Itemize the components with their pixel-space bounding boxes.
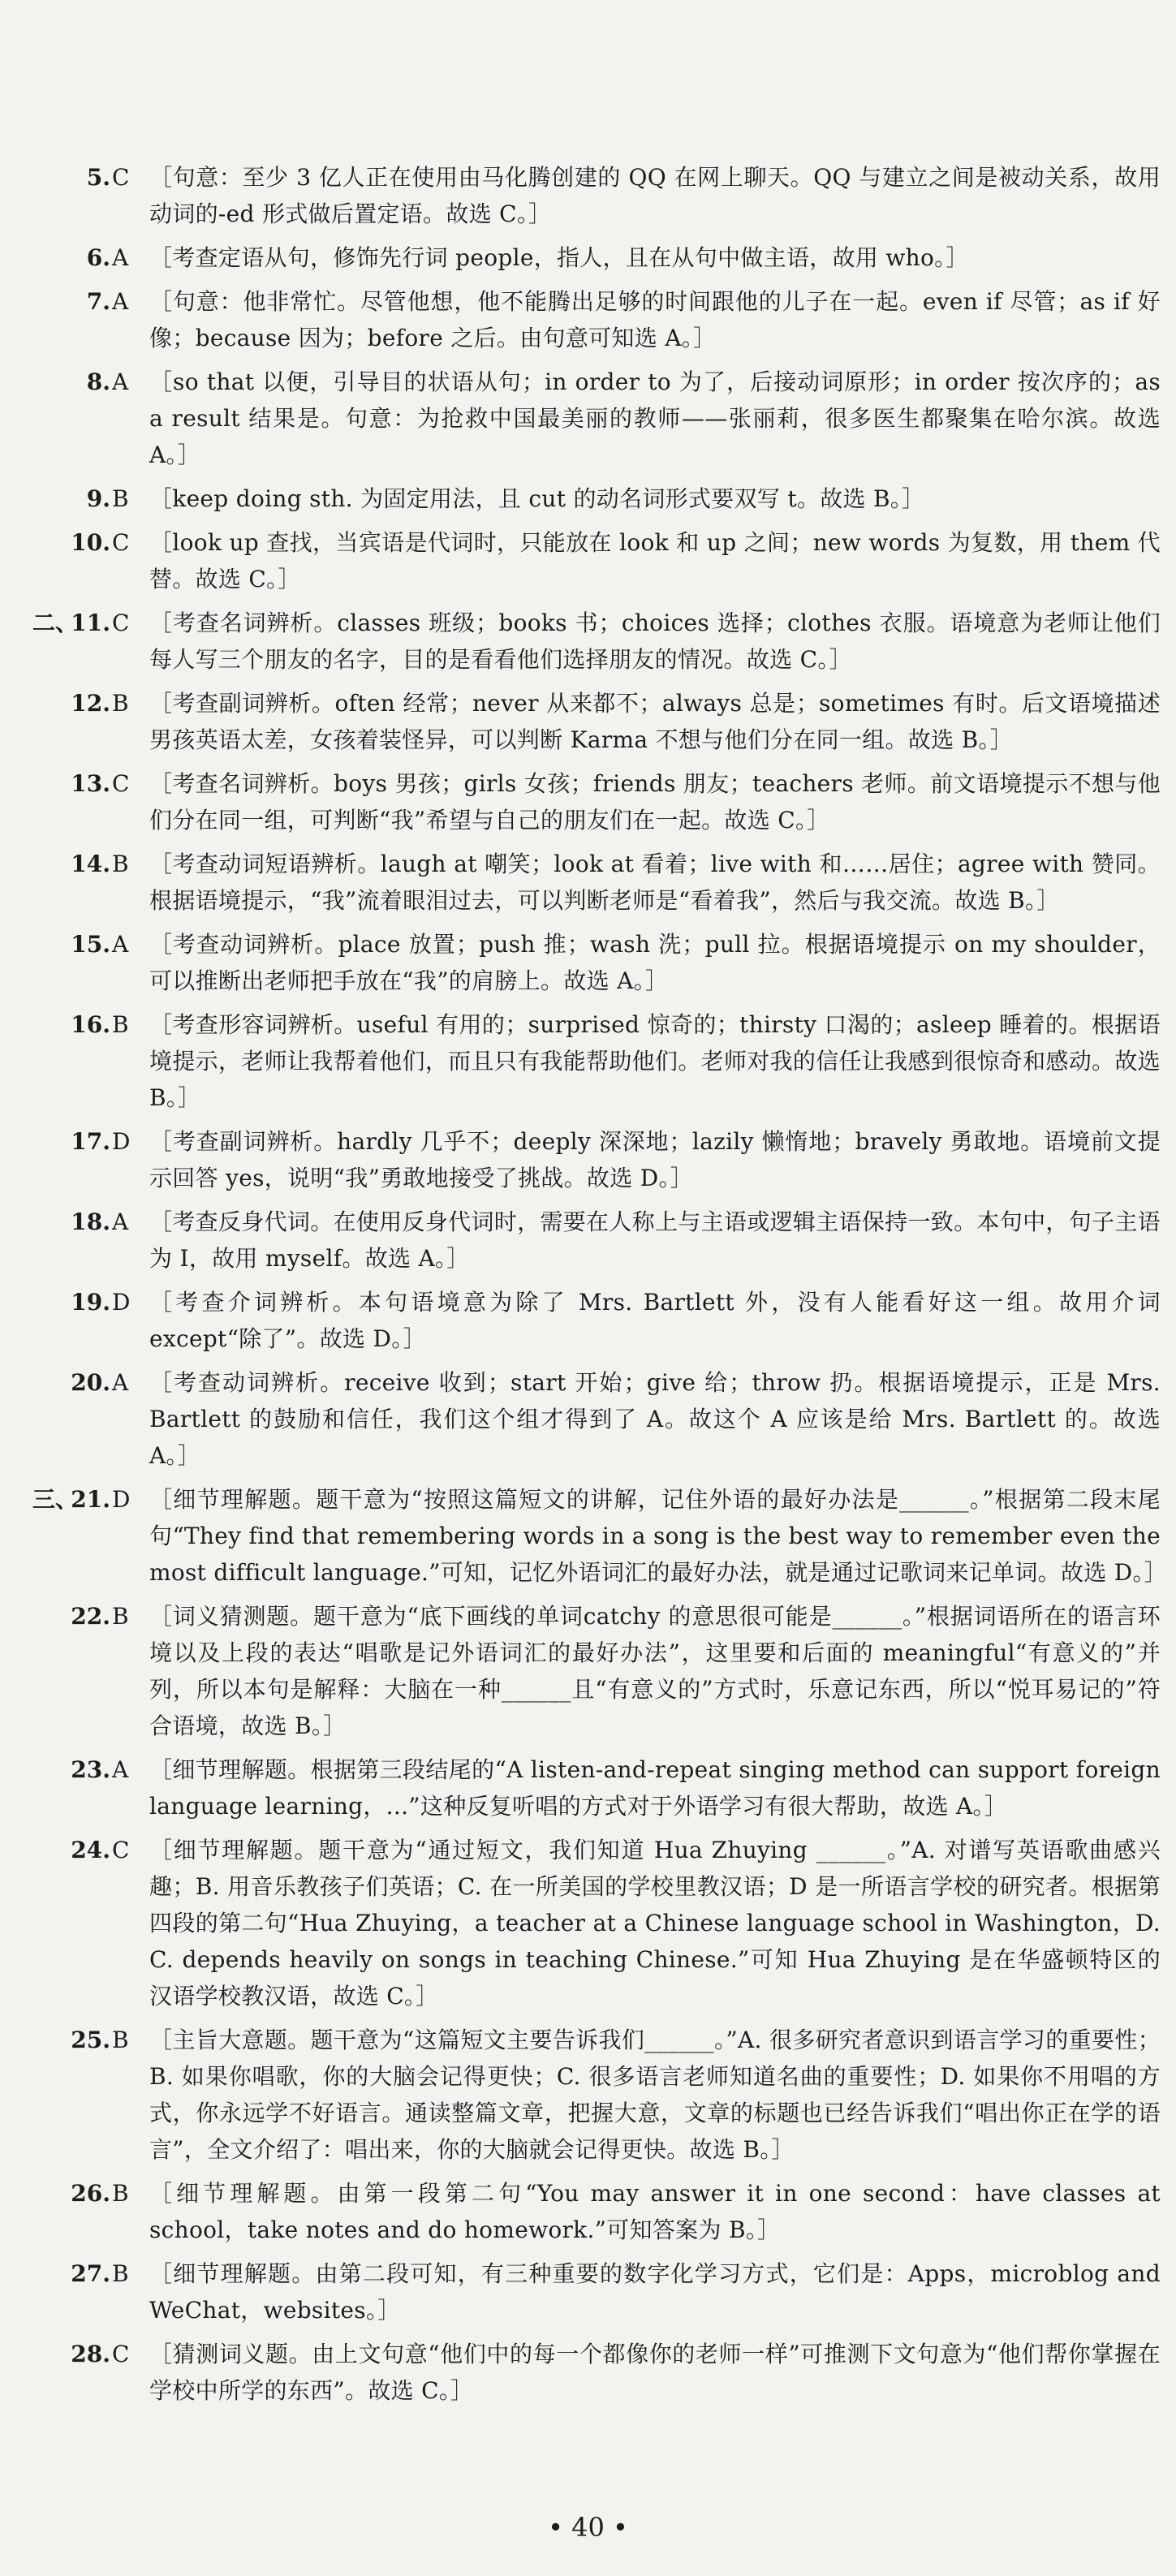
answer-letter: B xyxy=(112,2027,129,2053)
question-number: 12. xyxy=(71,690,110,717)
question-number: 15. xyxy=(71,931,110,958)
answer-entry xyxy=(32,364,1161,473)
explanation-text: ［考查形容词辨析。useful 有用的；surprised 惊奇的；thirsty 口渴的；asleep 睡着的。根据语境提示，老师让我帮着他们，而且只有我能帮助他们。老师对我的信任让我感到很惊奇和感动。故选 B。］ xyxy=(149,1011,1161,1111)
answer-letter: B xyxy=(112,1603,129,1630)
explanation-text: ［考查名词辨析。boys 男孩；girls 女孩；friends 朋友；teachers 老师。前文语境提示不想与他们分在同一组，可判断“我”希望与自己的朋友们在一起。故选 C。］ xyxy=(149,770,1161,834)
explanation-text: ［细节理解题。题干意为“按照这篇短文的讲解，记住外语的最好办法是______。”根据第二段末尾句“They find that remembering words in a song is the best way to remember even the most difficult language.”可知，记忆外语词汇的最好办法，就是通过记歌词来记单词。故选 D。］ xyxy=(149,1486,1168,1586)
answer-entry xyxy=(32,1751,1161,1824)
explanation-text: ［考查名词辨析。classes 班级；books 书；choices 选择；clothes 衣服。语境意为老师让他们每人写三个朋友的名字，目的是看看他们选择朋友的情况。故选 C。］ xyxy=(149,610,1161,673)
answer-letter: A xyxy=(112,368,129,395)
answer-letter: A xyxy=(112,1208,129,1235)
answer-letter: C xyxy=(112,2341,130,2367)
answer-letter: A xyxy=(112,244,129,271)
explanation-text: ［细节理解题。由第二段可知，有三种重要的数字化学习方式，它们是：Apps，microblog and WeChat，websites。］ xyxy=(149,2260,1161,2324)
question-number: 27. xyxy=(71,2260,110,2287)
answer-entry xyxy=(32,1364,1161,1474)
question-number: 16. xyxy=(71,1011,110,1038)
question-number: 20. xyxy=(71,1369,110,1396)
explanation-text: ［考查反身代词。在使用反身代词时，需要在人称上与主语或逻辑主语保持一致。本句中，句子主语为 I，故用 myself。故选 A。］ xyxy=(149,1208,1161,1272)
answer-letter: D xyxy=(112,1289,131,1316)
answer-entry xyxy=(32,239,1161,276)
question-number: 26. xyxy=(71,2180,110,2207)
explanation-text: ［主旨大意题。题干意为“这篇短文主要告诉我们______。”A. 很多研究者意识到语言学习的重要性；B. 如果你唱歌，你的大脑会记得更快；C. 很多语言老师知道名曲的重要性；D. 如果你不用唱的方式，你永远学不好语言。通读整篇文章，把握大意，文章的标题也已经告诉我们“唱出你正在学的语言”，全文介绍了：唱出来，你的大脑就会记得更快。故选 B。］ xyxy=(149,2027,1161,2163)
section-label: 二、 xyxy=(32,610,79,636)
answer-entry xyxy=(32,1123,1161,1196)
answer-entry xyxy=(32,480,1161,517)
explanation-text: ［考查动词辨析。receive 收到；start 开始；give 给；throw 扔。根据语境提示，正是 Mrs. Bartlett 的鼓励和信任，我们这个组才得到了 A。故这个 A 应该是给 Mrs. Bartlett 的。故选 A。］ xyxy=(149,1369,1161,1469)
answer-list xyxy=(32,159,1168,2416)
answer-entry xyxy=(32,1481,1168,1591)
answer-entry xyxy=(32,1204,1161,1277)
explanation-text: ［细节理解题。题干意为“通过短文，我们知道 Hua Zhuying ______。”A. 对谱写英语歌曲感兴趣；B. 用音乐教孩子们英语；C. 在一所美国的学校里教汉语；D 是一所语言学校的研究者。根据第四段的第二句“Hua Zhuying，a teacher at a Chinese language school in Washington，D. C. depends heavily on songs in teaching Chinese.”可知 Hua Zhuying 是在华盛顿特区的汉语学校教汉语，故选 C。］ xyxy=(149,1837,1161,2010)
question-number: 24. xyxy=(71,1837,110,1863)
question-number: 18. xyxy=(71,1208,110,1235)
answer-letter: D xyxy=(112,1128,131,1155)
answer-letter: B xyxy=(112,2260,129,2287)
answer-entry xyxy=(32,2336,1161,2409)
question-number: 8. xyxy=(86,368,110,395)
question-number: 5. xyxy=(86,164,110,191)
question-number: 13. xyxy=(71,770,110,797)
question-number: 23. xyxy=(71,1756,110,1783)
question-number: 10. xyxy=(71,529,110,556)
answer-entry xyxy=(32,765,1161,838)
explanation-text: ［句意：他非常忙。尽管他想，他不能腾出足够的时间跟他的儿子在一起。even if 尽管；as if 好像；because 因为；before 之后。由句意可知选 A。］ xyxy=(149,288,1161,351)
section-label: 三、 xyxy=(32,1486,79,1513)
answer-entry xyxy=(32,1284,1161,1357)
question-number: 14. xyxy=(71,851,110,877)
answer-letter: A xyxy=(112,1756,129,1783)
explanation-text: ［细节理解题。根据第三段结尾的“A listen-and-repeat singing method can support foreign language learning，...”这种反复听唱的方式对于外语学习有很大帮助，故选 A。］ xyxy=(149,1756,1161,1820)
answer-letter: B xyxy=(112,690,129,717)
question-number: 7. xyxy=(86,288,110,315)
answer-entry xyxy=(32,1832,1161,2014)
explanation-text: ［考查定语从句，修饰先行词 people，指人，且在从句中做主语，故用 who。］ xyxy=(149,244,969,271)
answer-letter: A xyxy=(112,931,129,958)
explanation-text: ［so that 以便，引导目的状语从句；in order to 为了，后接动词原形；in order 按次序的；as a result 结果是。句意：为抢救中国最美丽的教师——张丽莉，很多医生都聚集在哈尔滨。故选 A。］ xyxy=(149,368,1161,468)
answer-letter: C xyxy=(112,770,130,797)
answer-entry xyxy=(32,524,1161,597)
question-number: 17. xyxy=(71,1128,110,1155)
explanation-text: ［考查副词辨析。often 经常；never 从来都不；always 总是；sometimes 有时。后文语境描述男孩英语太差，女孩着装怪异，可以判断 Karma 不想与他们分在同一组。故选 B。］ xyxy=(149,690,1161,753)
answer-entry xyxy=(32,1006,1161,1116)
explanation-text: ［look up 查找，当宾语是代词时，只能放在 look 和 up 之间；new words 为复数，用 them 代替。故选 C。］ xyxy=(149,529,1161,592)
answer-letter: B xyxy=(112,1011,129,1038)
explanation-text: ［词义猜测题。题干意为“底下画线的单词catchy 的意思很可能是______。”根据词语所在的语言环境以及上段的表达“唱歌是记外语词汇的最好办法”，这里要和后面的 meaningful“有意义的”并列，所以本句是解释：大脑在一种______且“有意义的”方式时，乐意记东西，所以“悦耳易记的”符合语境，故选 B。］ xyxy=(149,1603,1161,1739)
explanation-text: ［细节理解题。由第一段第二句“You may answer it in one second：have classes at school，take notes and do homework.”可知答案为 B。］ xyxy=(149,2180,1161,2243)
answer-entry xyxy=(32,2255,1161,2328)
answer-entry xyxy=(32,685,1161,758)
answer-entry xyxy=(32,1598,1161,1744)
question-number: 22. xyxy=(71,1603,110,1630)
answer-entry xyxy=(32,605,1161,678)
answer-entry xyxy=(32,846,1161,919)
answer-letter: B xyxy=(112,2180,129,2207)
explanation-text: ［句意：至少 3 亿人正在使用由马化腾创建的 QQ 在网上聊天。QQ 与建立之间是被动关系，故用动词的-ed 形式做后置定语。故选 C。］ xyxy=(149,164,1161,227)
page-number: • 40 • xyxy=(548,2512,628,2543)
answer-letter: A xyxy=(112,288,129,315)
explanation-text: ［考查动词短语辨析。laugh at 嘲笑；look at 看着；live with 和……居住；agree with 赞同。根据语境提示，“我”流着眼泪过去，可以判断老师是“看着我”，然后与我交流。故选 B。］ xyxy=(149,851,1161,914)
answer-letter: C xyxy=(112,164,130,191)
question-number: 9. xyxy=(86,485,110,512)
answer-letter: C xyxy=(112,529,130,556)
explanation-text: ［考查副词辨析。hardly 几乎不；deeply 深深地；lazily 懒惰地；bravely 勇敢地。语境前文提示回答 yes，说明“我”勇敢地接受了挑战。故选 D。］ xyxy=(149,1128,1161,1191)
question-number: 19. xyxy=(71,1289,110,1316)
answer-entry xyxy=(32,2175,1161,2248)
explanation-text: ［考查动词辨析。place 放置；push 推；wash 洗；pull 拉。根据语境提示 on my shoulder，可以推断出老师把手放在“我”的肩膀上。故选 A。］ xyxy=(149,931,1161,994)
answer-entry xyxy=(32,159,1161,232)
answer-entry xyxy=(32,283,1161,356)
question-number: 25. xyxy=(71,2027,110,2053)
question-number: 6. xyxy=(86,244,110,271)
answer-letter: C xyxy=(112,1837,130,1863)
answer-letter: B xyxy=(112,485,129,512)
question-number: 28. xyxy=(71,2341,110,2367)
answer-letter: A xyxy=(112,1369,129,1396)
explanation-text: ［猜测词义题。由上文句意“他们中的每一个都像你的老师一样”可推测下文句意为“他们帮你掌握在学校中所学的东西”。故选 C。］ xyxy=(149,2341,1161,2404)
answer-entry xyxy=(32,2022,1161,2168)
answer-letter: D xyxy=(112,1486,131,1513)
question-number: 21. xyxy=(71,1486,110,1513)
answer-letter: C xyxy=(112,610,130,636)
explanation-text: ［考查介词辨析。本句语境意为除了 Mrs. Bartlett 外，没有人能看好这一组。故用介词 except“除了”。故选 D。］ xyxy=(149,1289,1161,1352)
explanation-text: ［keep doing sth. 为固定用法，且 cut 的动名词形式要双写 t。故选 B。］ xyxy=(149,485,925,512)
answer-letter: B xyxy=(112,851,129,877)
answer-entry xyxy=(32,926,1161,999)
question-number: 11. xyxy=(71,610,110,636)
